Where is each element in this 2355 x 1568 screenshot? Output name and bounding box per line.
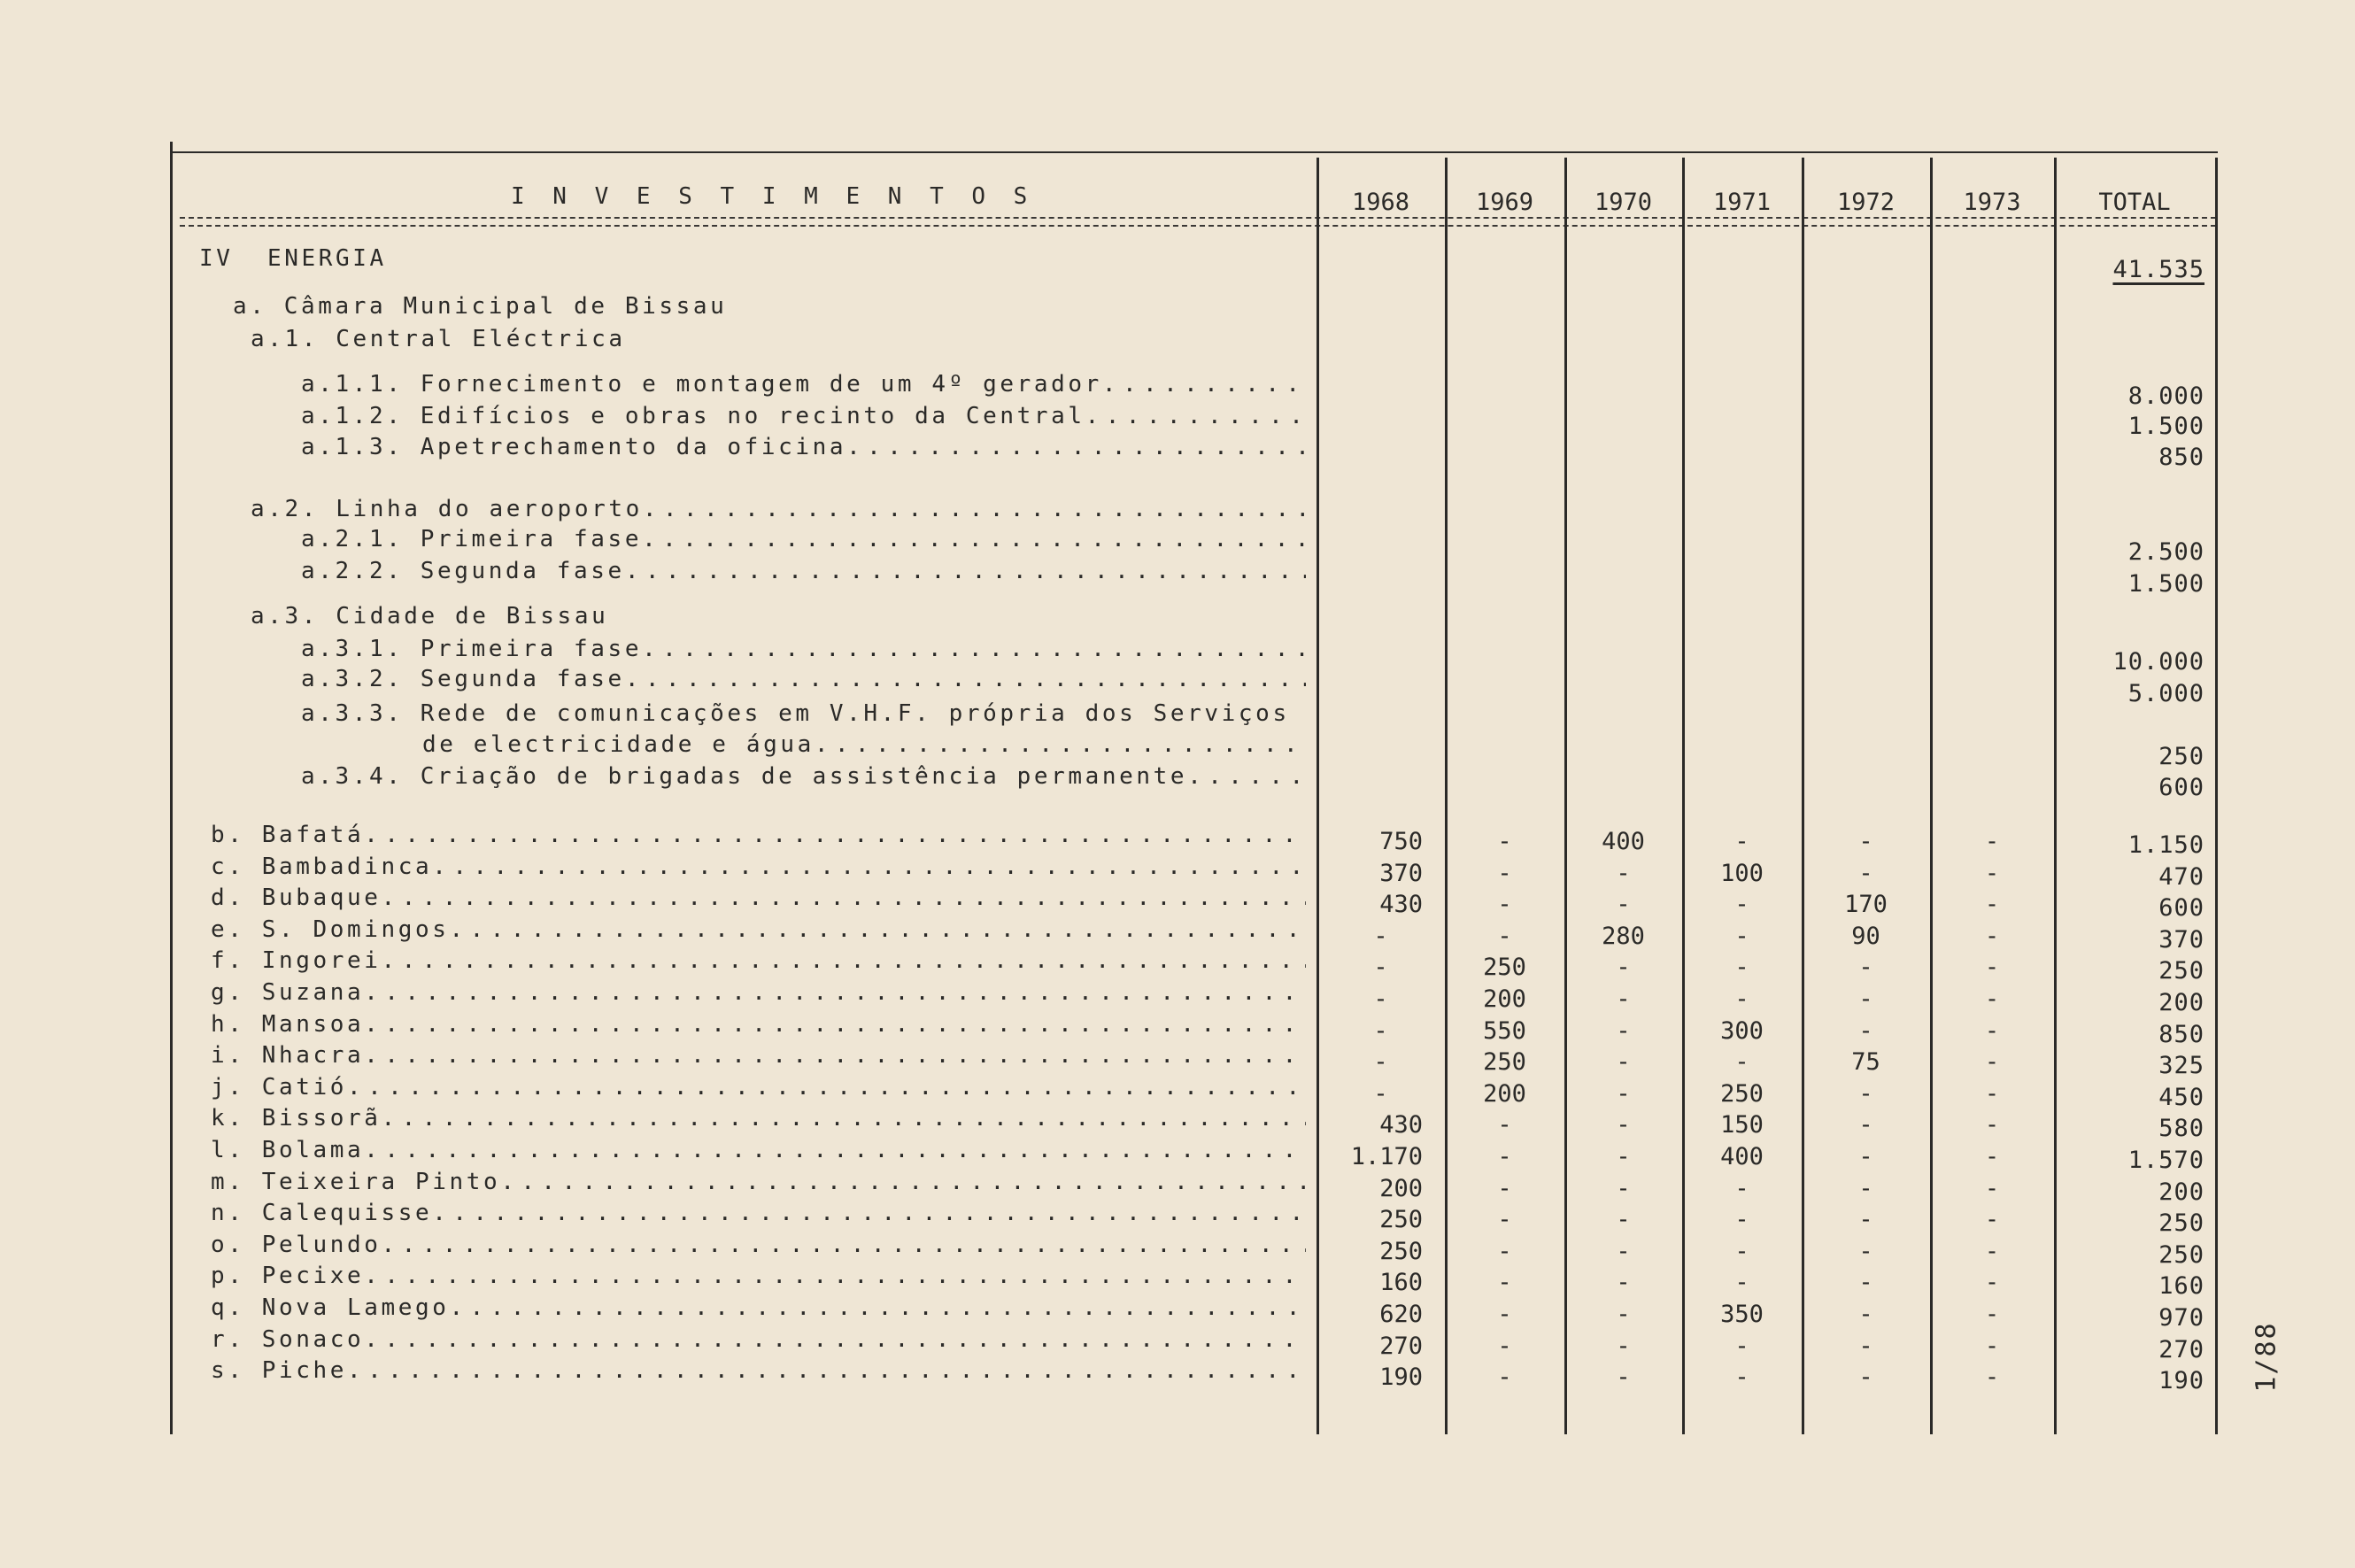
cell-1969: -	[1497, 1143, 1512, 1170]
cell-1970: -	[1616, 1206, 1631, 1234]
item-text: a.2. Linha do aeroporto	[251, 496, 643, 522]
item-text: a.2.2. Segunda fase	[301, 558, 625, 584]
table-row-label	[211, 1200, 1306, 1226]
cell-1968: -	[1373, 954, 1388, 982]
cell-1969: -	[1497, 1237, 1512, 1265]
cell-1970: -	[1616, 1332, 1631, 1360]
item-text: a.3.4. Criação de brigadas de assistência permanente	[301, 763, 1188, 790]
cell-1971: -	[1734, 922, 1749, 950]
cell-1972: -	[1858, 1079, 1873, 1108]
cell-total: 1.570	[2127, 1147, 2204, 1174]
cell-1973: -	[1984, 1237, 2000, 1265]
cell-1972: 170	[1844, 891, 1888, 919]
cell-1973: -	[1984, 828, 2000, 855]
cell-1972: -	[1858, 1363, 1873, 1392]
cell-1971: -	[1734, 891, 1749, 919]
cell-1971: -	[1734, 985, 1749, 1013]
cell-1973: -	[1984, 954, 2000, 982]
row-text: d. Bubaque	[211, 884, 382, 912]
column-header-1970: 1970	[1594, 189, 1653, 216]
column-header-1968: 1968	[1351, 189, 1410, 216]
table-row-label	[211, 979, 1306, 1006]
column-header-1973: 1973	[1963, 189, 2021, 216]
investment-item-label	[301, 636, 1306, 662]
camara-heading: a. Câmara Municipal de Bissau	[233, 293, 728, 320]
table-row-label	[211, 916, 1306, 943]
item-total: 1.500	[2127, 570, 2204, 598]
cell-1972: -	[1858, 1206, 1873, 1234]
item-total: 600	[2158, 774, 2204, 801]
cell-1971: -	[1734, 1332, 1749, 1360]
item-total: 250	[2158, 743, 2204, 770]
investment-item-label	[301, 763, 1306, 790]
cell-1972: -	[1858, 1269, 1873, 1297]
investment-item-label	[251, 496, 1306, 522]
table-row-label	[211, 1357, 1306, 1384]
cell-1969: 250	[1483, 1048, 1526, 1077]
cell-1969: -	[1497, 1332, 1512, 1360]
table-row-label	[211, 1074, 1306, 1101]
cell-1973: -	[1984, 1206, 2000, 1234]
item-total: 8.000	[2127, 382, 2204, 410]
row-text: k. Bissorã	[211, 1105, 382, 1132]
cell-1972: -	[1858, 985, 1873, 1013]
investment-item-label	[301, 434, 1306, 460]
cell-1970: -	[1616, 1016, 1631, 1045]
row-text: b. Bafatá	[211, 822, 365, 848]
cell-1971: 350	[1720, 1301, 1764, 1328]
row-text: e. S. Domingos	[211, 915, 450, 943]
investment-item-label	[301, 371, 1306, 398]
cell-1972: -	[1858, 1174, 1873, 1202]
cell-total: 580	[2158, 1115, 2204, 1143]
row-text: n. Calequisse	[211, 1200, 433, 1227]
row-text: g. Suzana	[211, 979, 365, 1006]
cell-1968: 190	[1379, 1363, 1423, 1392]
cell-1970: -	[1616, 1301, 1631, 1328]
table-row-label	[211, 1105, 1306, 1132]
cell-1969: 200	[1483, 985, 1526, 1013]
investment-item-label	[301, 666, 1306, 692]
row-text: h. Mansoa	[211, 1010, 365, 1038]
item-text: a.3.1. Primeira fase	[301, 636, 643, 662]
cell-1968: 250	[1379, 1237, 1423, 1265]
cell-1968: 200	[1379, 1174, 1423, 1202]
cell-total: 270	[2158, 1335, 2204, 1363]
cell-1973: -	[1984, 922, 2000, 950]
table-row-label	[211, 884, 1306, 911]
cell-1972: 90	[1851, 922, 1880, 950]
row-text: m. Teixeira Pinto	[211, 1168, 501, 1195]
item-text: a.3. Cidade de Bissau	[251, 603, 609, 630]
row-text: j. Catió	[211, 1073, 348, 1101]
cell-1971: -	[1734, 1363, 1749, 1392]
table-row-label	[211, 1169, 1306, 1195]
cell-1972: -	[1858, 1237, 1873, 1265]
column-header-1971: 1971	[1712, 189, 1772, 216]
cell-total: 250	[2158, 1240, 2204, 1269]
cell-1970: -	[1616, 1237, 1631, 1265]
cell-1969: -	[1497, 1363, 1512, 1392]
cell-1968: -	[1373, 985, 1388, 1013]
table-row-label	[211, 822, 1306, 848]
item-total: 5.000	[2127, 680, 2204, 707]
cell-1972: -	[1858, 1301, 1873, 1328]
investment-item-label	[422, 731, 1306, 758]
cell-1972: -	[1858, 1332, 1873, 1360]
cell-1970: -	[1616, 859, 1631, 887]
cell-1972: -	[1858, 828, 1873, 855]
cell-total: 250	[2158, 957, 2204, 985]
row-text: l. Bolama	[211, 1137, 365, 1163]
section-total: 41.535	[2112, 256, 2204, 283]
cell-1971: -	[1734, 1206, 1749, 1234]
cell-1970: 400	[1602, 828, 1645, 855]
column-header-1969: 1969	[1475, 189, 1534, 216]
row-text: p. Pecixe	[211, 1263, 365, 1290]
row-text: q. Nova Lamego	[211, 1294, 450, 1321]
cell-1968: 160	[1379, 1269, 1423, 1297]
cell-1968: 430	[1379, 1111, 1423, 1139]
cell-1971: -	[1734, 1174, 1749, 1202]
item-text: a.3.3. Rede de comunicações em V.H.F. própria dos Serviços	[301, 700, 1290, 727]
header-double-rule	[180, 217, 2216, 227]
cell-1970: -	[1616, 954, 1631, 982]
cell-1970: -	[1616, 1174, 1631, 1202]
cell-total: 200	[2158, 1178, 2204, 1206]
cell-total: 160	[2158, 1272, 2204, 1301]
table-top-rule	[171, 151, 2218, 153]
cell-1972: -	[1858, 859, 1873, 887]
cell-1973: -	[1984, 1332, 2000, 1360]
cell-1973: -	[1984, 1301, 2000, 1328]
investment-item-label	[301, 700, 1306, 727]
cell-1970: -	[1616, 1363, 1631, 1392]
cell-total: 325	[2158, 1052, 2204, 1080]
cell-1968: -	[1373, 1079, 1388, 1108]
cell-1970: -	[1616, 1079, 1631, 1108]
cell-1972: -	[1858, 954, 1873, 982]
column-header-1972: 1972	[1836, 189, 1896, 216]
cell-1971: -	[1734, 1048, 1749, 1077]
cell-1968: 430	[1379, 891, 1423, 919]
cell-total: 250	[2158, 1209, 2204, 1238]
row-text: o. Pelundo	[211, 1231, 382, 1258]
item-text: de electricidade e água	[422, 731, 815, 758]
item-text: a.3.2. Segunda fase	[301, 666, 625, 692]
table-row-label	[211, 1326, 1306, 1353]
table-row-label	[211, 1042, 1306, 1069]
cell-1971: 100	[1720, 859, 1764, 887]
cell-total: 970	[2158, 1304, 2204, 1332]
page-annotation: 1/88	[2251, 1321, 2282, 1393]
section-heading: IV ENERGIA	[199, 245, 387, 272]
column-divider	[2215, 158, 2218, 1434]
cell-1968: 620	[1379, 1301, 1423, 1328]
cell-1969: -	[1497, 1269, 1512, 1297]
row-text: f. Ingorei	[211, 947, 382, 975]
item-text: a.1.2. Edifícios e obras no recinto da Central	[301, 403, 1085, 429]
table-row-label	[211, 947, 1306, 974]
cell-total: 190	[2158, 1367, 2204, 1395]
cell-1971: 250	[1720, 1079, 1764, 1108]
table-title: I N V E S T I M E N T O S	[511, 183, 1035, 210]
cell-1968: 1.170	[1350, 1143, 1423, 1170]
cell-1973: -	[1984, 1016, 2000, 1045]
cell-1973: -	[1984, 859, 2000, 887]
row-text: c. Bambadinca	[211, 853, 433, 880]
cell-1969: -	[1497, 922, 1512, 950]
table-row-label	[211, 1294, 1306, 1321]
item-total: 850	[2158, 444, 2204, 471]
cell-1971: -	[1734, 954, 1749, 982]
table-row-label	[211, 1263, 1306, 1289]
cell-1968: 270	[1379, 1332, 1423, 1360]
cell-total: 1.150	[2127, 831, 2204, 859]
cell-1973: -	[1984, 1174, 2000, 1202]
cell-1969: -	[1497, 828, 1512, 855]
cell-1973: -	[1984, 1143, 2000, 1170]
cell-1970: -	[1616, 1048, 1631, 1077]
cell-1969: -	[1497, 859, 1512, 887]
table-row-label	[211, 1011, 1306, 1038]
cell-1972: -	[1858, 1143, 1873, 1170]
item-total: 2.500	[2127, 538, 2204, 566]
cell-1973: -	[1984, 1048, 2000, 1077]
cell-1971: -	[1734, 1237, 1749, 1265]
cell-total: 470	[2158, 862, 2204, 891]
cell-1970: -	[1616, 1143, 1631, 1170]
cell-1969: 200	[1483, 1079, 1526, 1108]
column-header-total: TOTAL	[2098, 189, 2171, 216]
cell-1968: 750	[1379, 828, 1423, 855]
cell-1968: -	[1373, 922, 1388, 950]
item-total: 1.500	[2127, 413, 2204, 440]
investment-item-label	[251, 603, 1306, 630]
row-text: r. Sonaco	[211, 1325, 365, 1353]
cell-total: 200	[2158, 989, 2204, 1016]
cell-1971: 150	[1720, 1111, 1764, 1139]
item-text: a.1.1. Fornecimento e montagem de um 4º gerador	[301, 371, 1102, 398]
item-text: a.1.3. Apetrechamento da oficina	[301, 434, 847, 460]
investment-item-label	[251, 326, 1306, 352]
cell-total: 600	[2158, 894, 2204, 923]
cell-1969: -	[1497, 1111, 1512, 1139]
cell-1971: 300	[1720, 1016, 1764, 1045]
cell-1970: -	[1616, 891, 1631, 919]
item-text: a.2.1. Primeira fase	[301, 526, 643, 552]
cell-1968: 370	[1379, 859, 1423, 887]
cell-1973: -	[1984, 1269, 2000, 1297]
cell-1970: -	[1616, 1269, 1631, 1297]
table-row-label	[211, 1232, 1306, 1258]
row-text: i. Nhacra	[211, 1042, 365, 1070]
cell-1971: -	[1734, 828, 1749, 855]
cell-1971: -	[1734, 1269, 1749, 1297]
cell-1971: 400	[1720, 1143, 1764, 1170]
cell-1969: -	[1497, 1174, 1512, 1202]
table-row-label	[211, 854, 1306, 880]
cell-1973: -	[1984, 1363, 2000, 1392]
cell-1972: 75	[1851, 1048, 1880, 1077]
cell-1968: 250	[1379, 1206, 1423, 1234]
cell-total: 370	[2158, 925, 2204, 954]
cell-1969: 250	[1483, 954, 1526, 982]
investment-item-label	[301, 403, 1306, 429]
cell-1969: 550	[1483, 1016, 1526, 1045]
item-text: a.1. Central Eléctrica	[251, 326, 626, 352]
cell-1970: -	[1616, 1111, 1631, 1139]
row-text: s. Piche	[211, 1357, 348, 1385]
cell-1972: -	[1858, 1111, 1873, 1139]
cell-total: 850	[2158, 1020, 2204, 1048]
cell-1969: -	[1497, 1301, 1512, 1328]
investment-item-label	[301, 558, 1306, 584]
cell-1970: 280	[1602, 922, 1645, 950]
cell-1968: -	[1373, 1016, 1388, 1045]
cell-1973: -	[1984, 1079, 2000, 1108]
investment-item-label	[301, 526, 1306, 552]
cell-1973: -	[1984, 1111, 2000, 1139]
cell-1969: -	[1497, 891, 1512, 919]
table-row-label	[211, 1137, 1306, 1163]
cell-1973: -	[1984, 985, 2000, 1013]
cell-1973: -	[1984, 891, 2000, 919]
cell-1968: -	[1373, 1048, 1388, 1077]
table-left-border	[170, 142, 173, 1434]
cell-total: 450	[2158, 1083, 2204, 1111]
cell-1969: -	[1497, 1206, 1512, 1234]
cell-1970: -	[1616, 985, 1631, 1013]
cell-1972: -	[1858, 1016, 1873, 1045]
item-total: 10.000	[2112, 648, 2204, 676]
